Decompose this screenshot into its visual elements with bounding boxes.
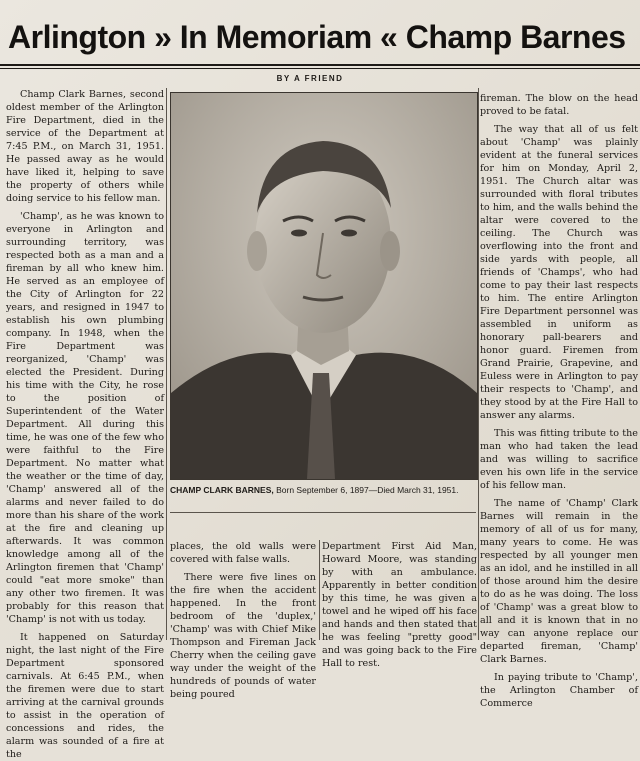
column-divider bbox=[478, 88, 479, 640]
portrait-photo bbox=[170, 92, 478, 480]
paragraph: The way that all of us felt about 'Champ' was plainly evident at the funeral services for him on Monday, April 2, 1951. The Church altar was surrounded with floral tributes to him, and the walls behind the altar were covered to the ceiling. The Church was overflowing into the front and side yards with people, all friends of 'Champs', who had come to pay their last respects to him. The entire Arlington Fire Department personnel was assembled in uniform as honorary pall-bearers and honor guard. Firemen from Grand Prairie, Grapevine, and Euless were in Arlington to pay their respects to 'Champ', and they stood by at the Fire Hall to answer any alarms. bbox=[480, 124, 638, 421]
paragraph: fireman. The blow on the head proved to be fatal. bbox=[480, 93, 638, 117]
article-column-3 bbox=[322, 540, 477, 669]
caption-rule bbox=[170, 512, 476, 513]
headline-rule bbox=[0, 64, 640, 66]
caption-dates: Born September 6, 1897—Died March 31, 1951. bbox=[273, 485, 459, 495]
paragraph: Department First Aid Man, Howard Moore, was standing by with an ambulance. Apparently in better condition by this time, he was given a towel and he wiped off his face and hands and then stated that he was feeling "pretty good" and was going back to the Fire Hall to rest. bbox=[322, 541, 477, 669]
article-column-2 bbox=[170, 540, 316, 700]
article-column-4 bbox=[480, 92, 638, 709]
portrait-image bbox=[171, 93, 477, 479]
paragraph: It happened on Saturday night, the last night of the Fire Department sponsored carnivals. At 6:45 P.M., when the firemen were due to start arriving at the carnival grounds to assist in the operation of concessions and rides, the alarm was sounded of a fire at the bbox=[6, 632, 164, 760]
byline: BY A FRIEND bbox=[276, 74, 344, 83]
article-column-1 bbox=[6, 88, 164, 760]
column-divider bbox=[166, 88, 167, 640]
paragraph: There were five lines on the fire when the accident happened. In the front bedroom of the 'duplex,' 'Champ' was with Chief Mike Thompson and Fireman Jack Cherry when the ceiling gave way under the weight of the hundreds of pounds of water being poured bbox=[170, 572, 316, 700]
column-divider bbox=[319, 540, 320, 640]
caption-name: CHAMP CLARK BARNES, bbox=[170, 485, 274, 495]
paragraph: Champ Clark Barnes, second oldest member of the Arlington Fire Department, died in the service of the Department at 7:45 P.M., on March 31, 1951. He passed away as he would have liked it, helping to save the property of others while doing service to his fellow man. bbox=[6, 89, 164, 204]
headline: Arlington » In Memoriam « Champ Barnes bbox=[8, 19, 626, 55]
paragraph: In paying tribute to 'Champ', the Arlington Chamber of Commerce bbox=[480, 672, 638, 709]
paragraph: The name of 'Champ' Clark Barnes will remain in the memory of all of us for many, many years to come. He was respected by all younger men as an idol, and he instilled in all of those around him the desire to do as he was doing. The loss of 'Champ' was a great blow to all and it is known that in no way can anyone replace our departed fireman, 'Champ' Clark Barnes. bbox=[480, 498, 638, 665]
paragraph: This was fitting tribute to the man who had taken the lead and was willing to sacrifice even his own life in the service of his fellow man. bbox=[480, 428, 638, 491]
photo-caption bbox=[170, 484, 476, 496]
headline-rule-thin bbox=[0, 68, 640, 69]
paragraph: 'Champ', as he was known to everyone in Arlington and surrounding territory, was respected both as a man and a fireman by all who knew him. He served as an employee of the City of Arlington for 22 years, and resigned in 1947 to establish his own plumbing company. In 1948, when the Fire Department was reorganized, 'Champ' was elected the President. During his time with the City, he rose to the position of Superintendent of the Water Department. All during this time, he was one of the few who were faithful to the Fire Department. No matter what the weather or the time of day, 'Champ' answered all of the alarms and never failed to do more than his share of the work at the fire and cleaning up afterwards. It was common knowledge among all of the Arlington firemen that 'Champ' could "eat more smoke" than any other two firemen. It was probably for this reason that 'Champ' is not with us today. bbox=[6, 211, 164, 625]
paragraph: places, the old walls were covered with false walls. bbox=[170, 541, 316, 565]
